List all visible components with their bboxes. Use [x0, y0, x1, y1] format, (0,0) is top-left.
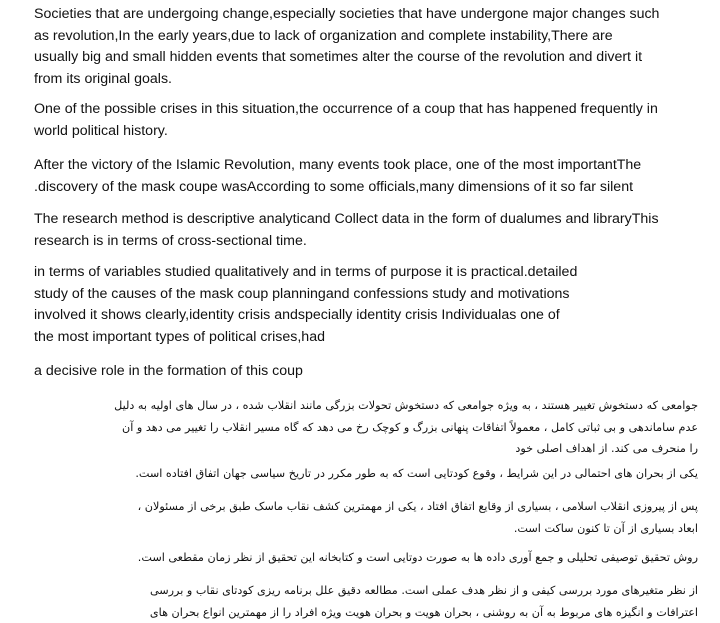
english-paragraph-5: in terms of variables studied qualitatively and in terms of purpose it is practical.detailed study of the causes of the mask coup planningand confessions study and motivations involved it shows clearly,identity crisis andspecially identity crisis Individualas one of the most important types of political crises,had: [34, 264, 578, 345]
persian-paragraph-5: از نظر متغیرهای مورد بررسی کیفی و از نظر هدف عملی است. مطالعه دقیق علل برنامه ریزی کودتای نقاب و بررسی اعترافات و انگیزه های مربوط به آن به روشنی ، بحران هویت و بحران هویت ویژه افراد را از مهمترین انواع بحران های: [149, 584, 698, 619]
persian-paragraph-1: جوامعی که دستخوش تغییر هستند ، به ویژه جوامعی که دستخوش تحولات بزرگی مانند انقلاب شده ، در سال های اولیه به دلیل عدم ساماندهی و بی ثباتی کامل ، معمولاً اتفاقات پنهانی بزرگ و کوچک رخ می دهد که گاه مسیر انقلاب را تغییر می دهد و آن را منحرف می کند. از اهداف اصلی خود: [114, 399, 698, 455]
persian-paragraph-2: یکی از بحران های احتمالی در این شرایط ، وقوع کودتایی است که به طور مکرر در تاریخ سیاسی جهان اتفاق افتاده است.: [135, 467, 698, 480]
english-paragraph-4: The research method is descriptive analyticand Collect data in the form of dualumes and libraryThis research is in terms of cross-sectional time.: [34, 211, 659, 249]
persian-paragraph-4: روش تحقیق توصیفی تحلیلی و جمع آوری داده ها به صورت دوتایی است و کتابخانه این تحقیق از نظر زمان مقطعی است.: [137, 551, 698, 564]
english-paragraph-6: a decisive role in the formation of this coup: [34, 363, 303, 379]
english-paragraph-1: Societies that are undergoing change,especially societies that have undergone major changes such as revolution,In the early years,due to lack of organization and complete instability,There are usually big and small hidden events that sometimes alter the course of the revolution and divert it from its original goals.: [34, 6, 660, 87]
english-paragraph-3: After the victory of the Islamic Revolution, many events took place, one of the most importantThe .discovery of the mask coupe wasAccording to some officials,many dimensions of it so far silent: [34, 157, 642, 195]
persian-paragraph-3: پس از پیروزی انقلاب اسلامی ، بسیاری از وقایع اتفاق افتاد ، یکی از مهمترین کشف نقاب ماسک طبق برخی از مسئولان ، ابعاد بسیاری از آن تا کنون ساکت است.: [137, 500, 698, 535]
english-paragraph-2: One of the possible crises in this situation,the occurrence of a coup that has happened frequently in world political history.: [34, 101, 658, 139]
